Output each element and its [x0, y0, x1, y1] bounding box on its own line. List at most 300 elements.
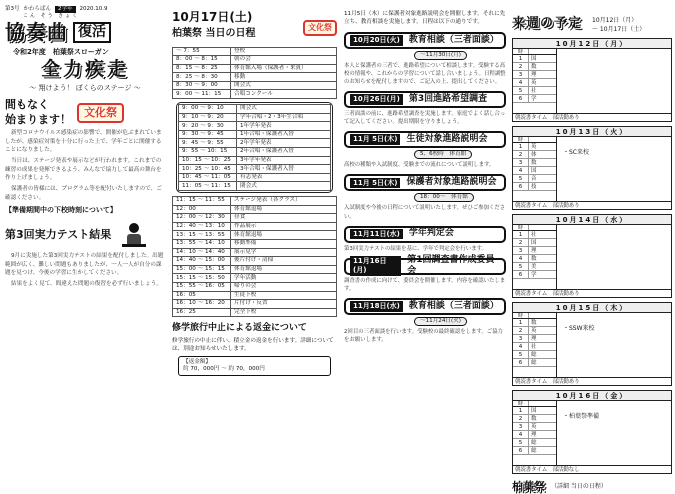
schedule-event: 体育館入場（保護者・来賓） — [231, 64, 337, 73]
day-body — [513, 401, 671, 465]
guidance-title: 教育相談（三者面談） — [408, 34, 499, 45]
festival-heading — [5, 98, 71, 127]
period-number: 5 — [513, 351, 529, 358]
schedule-event: 移動準備 — [231, 239, 337, 248]
period-subject: 総 — [531, 360, 537, 366]
masthead — [5, 20, 165, 45]
period-row — [513, 343, 556, 351]
schedule-time: 10：25 ～ 10：45 — [179, 165, 237, 174]
refund-box — [178, 356, 331, 376]
day-header: 10月13日（火） — [513, 127, 671, 137]
issue-date: 2020.10.9 — [79, 6, 108, 12]
schedule-time: 10：15 ～ 10：25 — [179, 156, 237, 165]
period-row — [513, 95, 556, 103]
guidance-text: 調査書の作成に向けて、委員会を開催します。内容を確認いたします。 — [344, 277, 506, 292]
guidance-banner — [344, 174, 506, 191]
period-number: 3 — [513, 247, 529, 254]
schedule-row — [179, 165, 331, 174]
period-row — [513, 159, 556, 167]
title-box: 復活 — [73, 22, 111, 44]
schedule-event: 開会式 — [231, 81, 337, 90]
guidance-text: 高校の種類や入試制度、受験までの流れについて説明します。 — [344, 162, 495, 169]
schedule-event: 1年合唱・保護者入替 — [237, 130, 331, 139]
day-header: 10月15日（木） — [513, 303, 671, 313]
period-subject: 英 — [531, 144, 537, 150]
day-notes — [557, 401, 671, 465]
schedule-row — [179, 139, 331, 148]
day-header: 10月16日（金） — [513, 391, 671, 401]
day-footer: 朝読書タイム 部活動あり — [513, 201, 671, 209]
schedule-row — [173, 282, 337, 291]
schedule-event: 1年学年発表 — [237, 122, 331, 131]
day-box — [512, 126, 672, 210]
schedule-time: 15：15 ～ 15：50 — [173, 274, 231, 283]
schedule-time: 13：15 ～ 13：55 — [173, 231, 231, 240]
chorus-subschedule — [176, 102, 333, 193]
schedule-time: 12：00 — [173, 205, 231, 214]
schedule-event: 合唱コンクール — [231, 90, 337, 99]
period-row — [513, 183, 556, 191]
period-subject: 社 — [531, 88, 537, 94]
day-box — [512, 214, 672, 298]
guidance-banner — [344, 254, 506, 277]
schedule-time: 10：45 ～ 11：05 — [179, 173, 237, 182]
festival-para-3: 保護者の皆様には、プログラム等を配付いたしますので、ご確認ください。 — [5, 185, 162, 201]
guidance-title: 生徒対象進路説明会 — [406, 134, 488, 145]
period-number: 5 — [513, 263, 529, 270]
guidance-date: 11月 5日(木) — [350, 178, 400, 189]
festival-day-sub: （詳細 当日の日程） — [551, 483, 607, 491]
schedule-time: 9：45 ～ 9：55 — [179, 139, 237, 148]
period-number: 3 — [513, 71, 529, 78]
schedule-date: 10月17日(土) — [172, 10, 253, 24]
day-note: ・柏葉祭準備 — [563, 413, 600, 420]
day-body — [513, 49, 671, 113]
period-subject: 音 — [531, 176, 537, 182]
period-row — [513, 335, 556, 343]
period-subject: 社 — [531, 232, 537, 238]
period-row — [513, 263, 556, 271]
guidance-date: 11月11日(水) — [350, 229, 403, 240]
period-subject: 数 — [531, 416, 537, 422]
day-footer: 朝読書タイム 部活動あり — [513, 113, 671, 121]
schedule-row — [173, 90, 337, 99]
guidance-date: 11月 5日(木) — [350, 134, 400, 145]
schedule-table-morning — [172, 47, 337, 100]
slogan-sub: ～ 翔けよう！ ぼくらのステージ ～ — [29, 83, 141, 92]
period-row — [513, 351, 556, 359]
period-number: 2 — [513, 63, 529, 70]
period-number: 2 — [513, 415, 529, 422]
period-row — [513, 359, 556, 367]
period-list — [513, 401, 557, 465]
schedule-time: 13：55 ～ 14：10 — [173, 239, 231, 248]
schedule-event: 学年活動 — [231, 274, 337, 283]
day-box — [512, 38, 672, 122]
school-name: かわらばん — [23, 6, 52, 12]
guidance-date: 10月26日(月) — [350, 94, 403, 105]
period-number: 5 — [513, 87, 529, 94]
schedule-row — [173, 308, 337, 317]
guidance-text: 第3回実力テストの結果を基に、学年で判定会を行います。 — [344, 245, 487, 252]
schedule-time: 16：10 ～ 16：20 — [173, 300, 231, 309]
week-range-from: 10月12日（月） — [592, 17, 638, 24]
schedule-event: 移動 — [231, 73, 337, 82]
schedule-time: 14：10 ～ 14：40 — [173, 248, 231, 257]
schedule-time: 9：10 ～ 9：20 — [179, 113, 237, 122]
period-number: 6 — [513, 271, 529, 278]
period-subject: 理 — [531, 432, 537, 438]
period-number: 5 — [513, 439, 529, 446]
guidance-title: 第3回進路希望調査 — [408, 93, 488, 104]
schedule-row — [173, 205, 337, 214]
schedule-row — [173, 239, 337, 248]
schedule-event: 片付け・反省 — [231, 300, 337, 309]
schedule-time: 12：00 ～ 12：30 — [173, 214, 231, 223]
schedule-row — [179, 105, 331, 114]
slogan-main: 全力疾走 — [40, 57, 129, 80]
schedule-row — [173, 81, 337, 90]
guidance-text: 2回目の三者面談を行います。受験校の最終確認をします。ご協力をお願いします。 — [344, 328, 503, 344]
period-row — [513, 255, 556, 263]
schedule-title-row — [172, 22, 337, 41]
festival-para-2: 当日は、ステージ発表や展示などが行われます。これまでの練習の成果を発揮できるよう、みんなで協力して最高の舞台を作り上げましょう。 — [5, 157, 162, 182]
schedule-time: 12：40 ～ 13：10 — [173, 222, 231, 231]
day-footer: 朝読書タイム 部活動なし — [513, 465, 671, 473]
period-number: 3 — [513, 423, 529, 430]
period-subject: 体 — [531, 152, 537, 158]
schedule-event: 体育館退場 — [231, 265, 337, 274]
period-subject: 英 — [531, 424, 537, 430]
period-subject: 英 — [531, 80, 537, 86]
period-subject: 国 — [531, 408, 537, 414]
schedule-row — [179, 182, 331, 191]
day-header: 10月12日（月） — [513, 39, 671, 49]
schedule-event: 完全下校 — [231, 308, 337, 317]
guidance-text: 三者面談の前に、進路希望調査を実施します。家庭でよく話し合って記入してください。提出期限を守りましょう。 — [344, 111, 506, 126]
schedule-row — [173, 257, 337, 266]
day-body — [513, 225, 671, 289]
period-row — [513, 439, 556, 447]
period-row — [513, 55, 556, 63]
period-subject: 数 — [531, 320, 537, 326]
schedule-event: 作品展示 — [231, 222, 337, 231]
schedule-time: 8：25 ～ 8：30 — [173, 73, 231, 82]
period-number: 2 — [513, 327, 529, 334]
period-row — [513, 63, 556, 71]
slogan-heading: 令和2年度 柏葉祭スローガン — [13, 48, 109, 57]
guidance-title: 教育相談（三者面談） — [408, 300, 499, 311]
guidance-banner — [344, 298, 506, 315]
week-range-to: ～ 10月17日（土） — [592, 26, 646, 33]
period-number: 1 — [513, 55, 529, 62]
period-number: 6 — [513, 447, 529, 454]
guidance-intro: 11月5日（木）に保護者対象進路説明会を開催します。それに先立ち、教育相談を実施します。日程は以下の通りです。 — [344, 11, 506, 26]
schedule-event: ステージ発表（各クラス） — [231, 197, 337, 206]
period-number: 6 — [513, 95, 529, 102]
column-week — [512, 0, 672, 494]
schedule-row — [173, 231, 337, 240]
schedule-event: 2年合唱・保護者入替 — [237, 148, 331, 157]
schedule-row — [179, 113, 331, 122]
period-row — [513, 327, 556, 335]
guidance-banner — [344, 131, 506, 148]
period-subject: 総 — [531, 448, 537, 454]
schedule-time: 9：55 ～ 10：15 — [179, 148, 237, 157]
schedule-event: 後片付け・清掃 — [231, 257, 337, 266]
period-label: 時 — [513, 49, 529, 54]
period-number: 1 — [513, 319, 529, 326]
issue-number: 第3号 — [5, 6, 20, 12]
trip-heading: 修学旅行中止による返金について — [172, 323, 307, 334]
period-row — [513, 415, 556, 423]
period-number: 2 — [513, 239, 529, 246]
period-number: 5 — [513, 175, 529, 182]
schedule-event: 昼食 — [231, 214, 337, 223]
period-number: 4 — [513, 255, 529, 262]
period-label: 時 — [513, 313, 529, 318]
schedule-time: 15：00 ～ 15：15 — [173, 265, 231, 274]
schedule-event: 学年合唱・2・3年生合唱 — [237, 113, 331, 122]
chorus-table — [178, 104, 331, 191]
dismissal-note-heading: 【準備期間中の下校時刻について】 — [5, 206, 117, 215]
period-row — [513, 271, 556, 279]
trip-para: 修学旅行の中止に伴い、積立金の返金を行います。詳細については、別途お知らせいたします。 — [172, 337, 334, 352]
guidance-banner — [344, 226, 506, 243]
schedule-row — [173, 274, 337, 283]
period-number: 6 — [513, 183, 529, 190]
schedule-event: 体育館退場 — [231, 231, 337, 240]
period-label: 時 — [513, 401, 529, 406]
schedule-row — [179, 130, 331, 139]
schedule-time: 11：05 ～ 11：15 — [179, 182, 237, 191]
period-subject: 総 — [531, 440, 537, 446]
festival-header — [5, 98, 165, 127]
guidance-banner — [344, 32, 506, 49]
day-notes — [557, 49, 671, 113]
schedule-time: 16：05 — [173, 291, 231, 300]
period-number: 4 — [513, 431, 529, 438]
period-subject: 英 — [531, 328, 537, 334]
schedule-event: 3年学年発表 — [237, 156, 331, 165]
period-number: 1 — [513, 143, 529, 150]
schedule-time: 9：30 ～ 9：45 — [179, 130, 237, 139]
period-number: 4 — [513, 343, 529, 350]
schedule-row — [173, 265, 337, 274]
schedule-event: 登校 — [231, 47, 337, 56]
guidance-text: 本人と保護者の三者で、進路希望について相談します。受験する高校の情報や、これからの学習について話し合いましょう。日程調整のお知らせを配付しますので、ご記入の上、提出してください。 — [344, 62, 506, 85]
schedule-row — [179, 173, 331, 182]
period-row — [513, 143, 556, 151]
guidance-sub: 5、6校時 体育館 — [414, 150, 472, 159]
period-subject: 美 — [531, 264, 537, 270]
schedule-badge: 文化祭 — [303, 20, 337, 36]
guidance-sub: 18：00～ 体育館 — [414, 193, 474, 202]
festival-day-title: 柏葉祭 — [512, 480, 545, 493]
period-subject: 数 — [531, 160, 537, 166]
period-row — [513, 247, 556, 255]
column-front — [5, 0, 165, 494]
period-row — [513, 407, 556, 415]
period-subject: 数 — [531, 256, 537, 262]
period-number: 4 — [513, 167, 529, 174]
period-subject: 技 — [531, 184, 537, 190]
grade-badge: 2学年 — [55, 6, 76, 13]
week-days — [512, 38, 672, 474]
schedule-event: 開会式 — [237, 105, 331, 114]
schedule-row — [179, 148, 331, 157]
guidance-list — [344, 32, 506, 344]
festival-line2: 始まります！ — [5, 112, 71, 126]
schedule-event: 閉会式 — [237, 182, 331, 191]
guidance-date: 10月20日(火) — [350, 35, 403, 46]
refund-label: 【返金額】 — [183, 359, 211, 366]
day-box — [512, 302, 672, 386]
schedule-event: 展示見学 — [231, 248, 337, 257]
guidance-sub: ～11月24日(火) — [414, 317, 467, 326]
week-header — [512, 16, 672, 34]
period-subject: 理 — [531, 336, 537, 342]
day-note: ・SSW来校 — [563, 325, 595, 332]
period-number: 1 — [513, 231, 529, 238]
schedule-time: 8：00 ～ 8：15 — [173, 56, 231, 65]
period-label: 時 — [513, 225, 529, 230]
guidance-date: 11月16日(月) — [350, 256, 401, 276]
column-schedule — [172, 0, 337, 494]
festival-para-1: 新型コロナウイルス感染症の影響で、開催が危ぶまれていましたが、感染症対策を十分に行った上で、学年ごとに開催することになりました。 — [5, 129, 162, 154]
period-subject: 総 — [531, 352, 537, 358]
period-label: 時 — [513, 137, 529, 142]
title-ruby: こん そう きょく — [23, 12, 80, 19]
day-notes — [557, 313, 671, 377]
guidance-text: 入試制度や今後の日程について説明いたします。ぜひご参加ください。 — [344, 205, 506, 220]
period-subject: 学 — [531, 96, 537, 102]
period-subject: 理 — [531, 248, 537, 254]
period-row — [513, 87, 556, 95]
test-heading: 第3回実力テスト結果 — [5, 228, 112, 242]
schedule-time: 16：25 — [173, 308, 231, 317]
schedule-row — [173, 222, 337, 231]
period-row — [513, 79, 556, 87]
day-footer: 朝読書タイム 部活動あり — [513, 289, 671, 297]
period-row — [513, 231, 556, 239]
schedule-row — [173, 214, 337, 223]
schedule-event: 体育館退場 — [231, 205, 337, 214]
schedule-row — [173, 73, 337, 82]
schedule-event: 有志発表 — [237, 173, 331, 182]
period-subject: 理 — [531, 72, 537, 78]
guidance-title: 学年判定会 — [408, 228, 454, 239]
week-title: 来週の予定 — [512, 16, 583, 31]
schedule-row — [173, 197, 337, 206]
festival-line1: 間もなく — [5, 98, 49, 112]
period-subject: 数 — [531, 64, 537, 70]
schedule-time: 9：00 ～ 9：10 — [179, 105, 237, 114]
period-row — [513, 175, 556, 183]
week-bottom — [512, 480, 672, 494]
schedule-event: 朝の会 — [231, 56, 337, 65]
period-list — [513, 137, 557, 201]
period-list — [513, 225, 557, 289]
period-list — [513, 313, 557, 377]
schedule-event: 帰りの会 — [231, 282, 337, 291]
schedule-title: 柏葉祭 当日の日程 — [172, 28, 256, 39]
schedule-event: 3年合唱・保護者入替 — [237, 165, 331, 174]
newsletter-title: 協奏曲 — [5, 20, 68, 45]
schedule-event: 2年学年発表 — [237, 139, 331, 148]
schedule-row — [173, 291, 337, 300]
day-notes — [557, 137, 671, 201]
schedule-table-afternoon — [172, 196, 337, 317]
test-para-1: 9月に実施した第3回実力テストの結果を配付しました。出題範囲が広く、難しい問題もありましたが、一人一人が自分の課題を見つけ、今後の学習に生かしてください。 — [5, 252, 164, 277]
period-row — [513, 423, 556, 431]
guidance-sub: ～11月30日(月) — [414, 51, 467, 60]
period-subject: 国 — [531, 168, 537, 174]
schedule-event: 生徒下校 — [231, 291, 337, 300]
day-body — [513, 137, 671, 201]
column-guidance — [344, 0, 506, 494]
period-number: 6 — [513, 359, 529, 366]
schedule-time: ～ 7：55 — [173, 47, 231, 56]
guidance-banner — [344, 91, 506, 108]
day-header: 10月14日（水） — [513, 215, 671, 225]
period-row — [513, 151, 556, 159]
schedule-time: 8：30 ～ 9：00 — [173, 81, 231, 90]
period-number: 3 — [513, 335, 529, 342]
period-subject: 国 — [531, 56, 537, 62]
day-box — [512, 390, 672, 474]
period-number: 1 — [513, 407, 529, 414]
schedule-row — [173, 248, 337, 257]
schedule-row — [173, 64, 337, 73]
period-subject: 学 — [531, 272, 537, 278]
guidance-date: 11月18日(水) — [350, 301, 403, 312]
day-body — [513, 313, 671, 377]
student-figure-icon — [119, 220, 149, 250]
schedule-row — [179, 122, 331, 131]
period-row — [513, 319, 556, 327]
schedule-row — [173, 56, 337, 65]
period-row — [513, 447, 556, 455]
period-row — [513, 239, 556, 247]
schedule-row — [179, 156, 331, 165]
schedule-time: 8：15 ～ 8：25 — [173, 64, 231, 73]
week-range — [592, 16, 645, 34]
schedule-row — [173, 300, 337, 309]
period-number: 2 — [513, 151, 529, 158]
schedule-time: 11：15 ～ 11：55 — [173, 197, 231, 206]
day-notes — [557, 225, 671, 289]
guidance-title: 第1回調査書作成委員会 — [407, 254, 495, 277]
refund-amount: 約 70，000円 ～ 約 70，000円 — [183, 366, 265, 373]
schedule-time: 15：55 ～ 16：05 — [173, 282, 231, 291]
period-subject: 国 — [531, 240, 537, 246]
schedule-row — [173, 47, 337, 56]
schedule-time: 9：20 ～ 9：30 — [179, 122, 237, 131]
test-header — [5, 220, 165, 250]
period-row — [513, 71, 556, 79]
test-para-2: 結果をよく見て、間違えた問題の復習を必ず行いましょう。 — [11, 280, 162, 287]
period-number: 4 — [513, 79, 529, 86]
period-list — [513, 49, 557, 113]
day-footer: 朝読書タイム 部活動あり — [513, 377, 671, 385]
day-note: ・SC来校 — [563, 149, 589, 156]
schedule-time: 9：00 ～ 11：15 — [173, 90, 231, 99]
period-subject: 社 — [531, 344, 537, 350]
period-row — [513, 167, 556, 175]
schedule-time: 14：40 ～ 15：00 — [173, 257, 231, 266]
masthead-meta — [5, 6, 165, 13]
